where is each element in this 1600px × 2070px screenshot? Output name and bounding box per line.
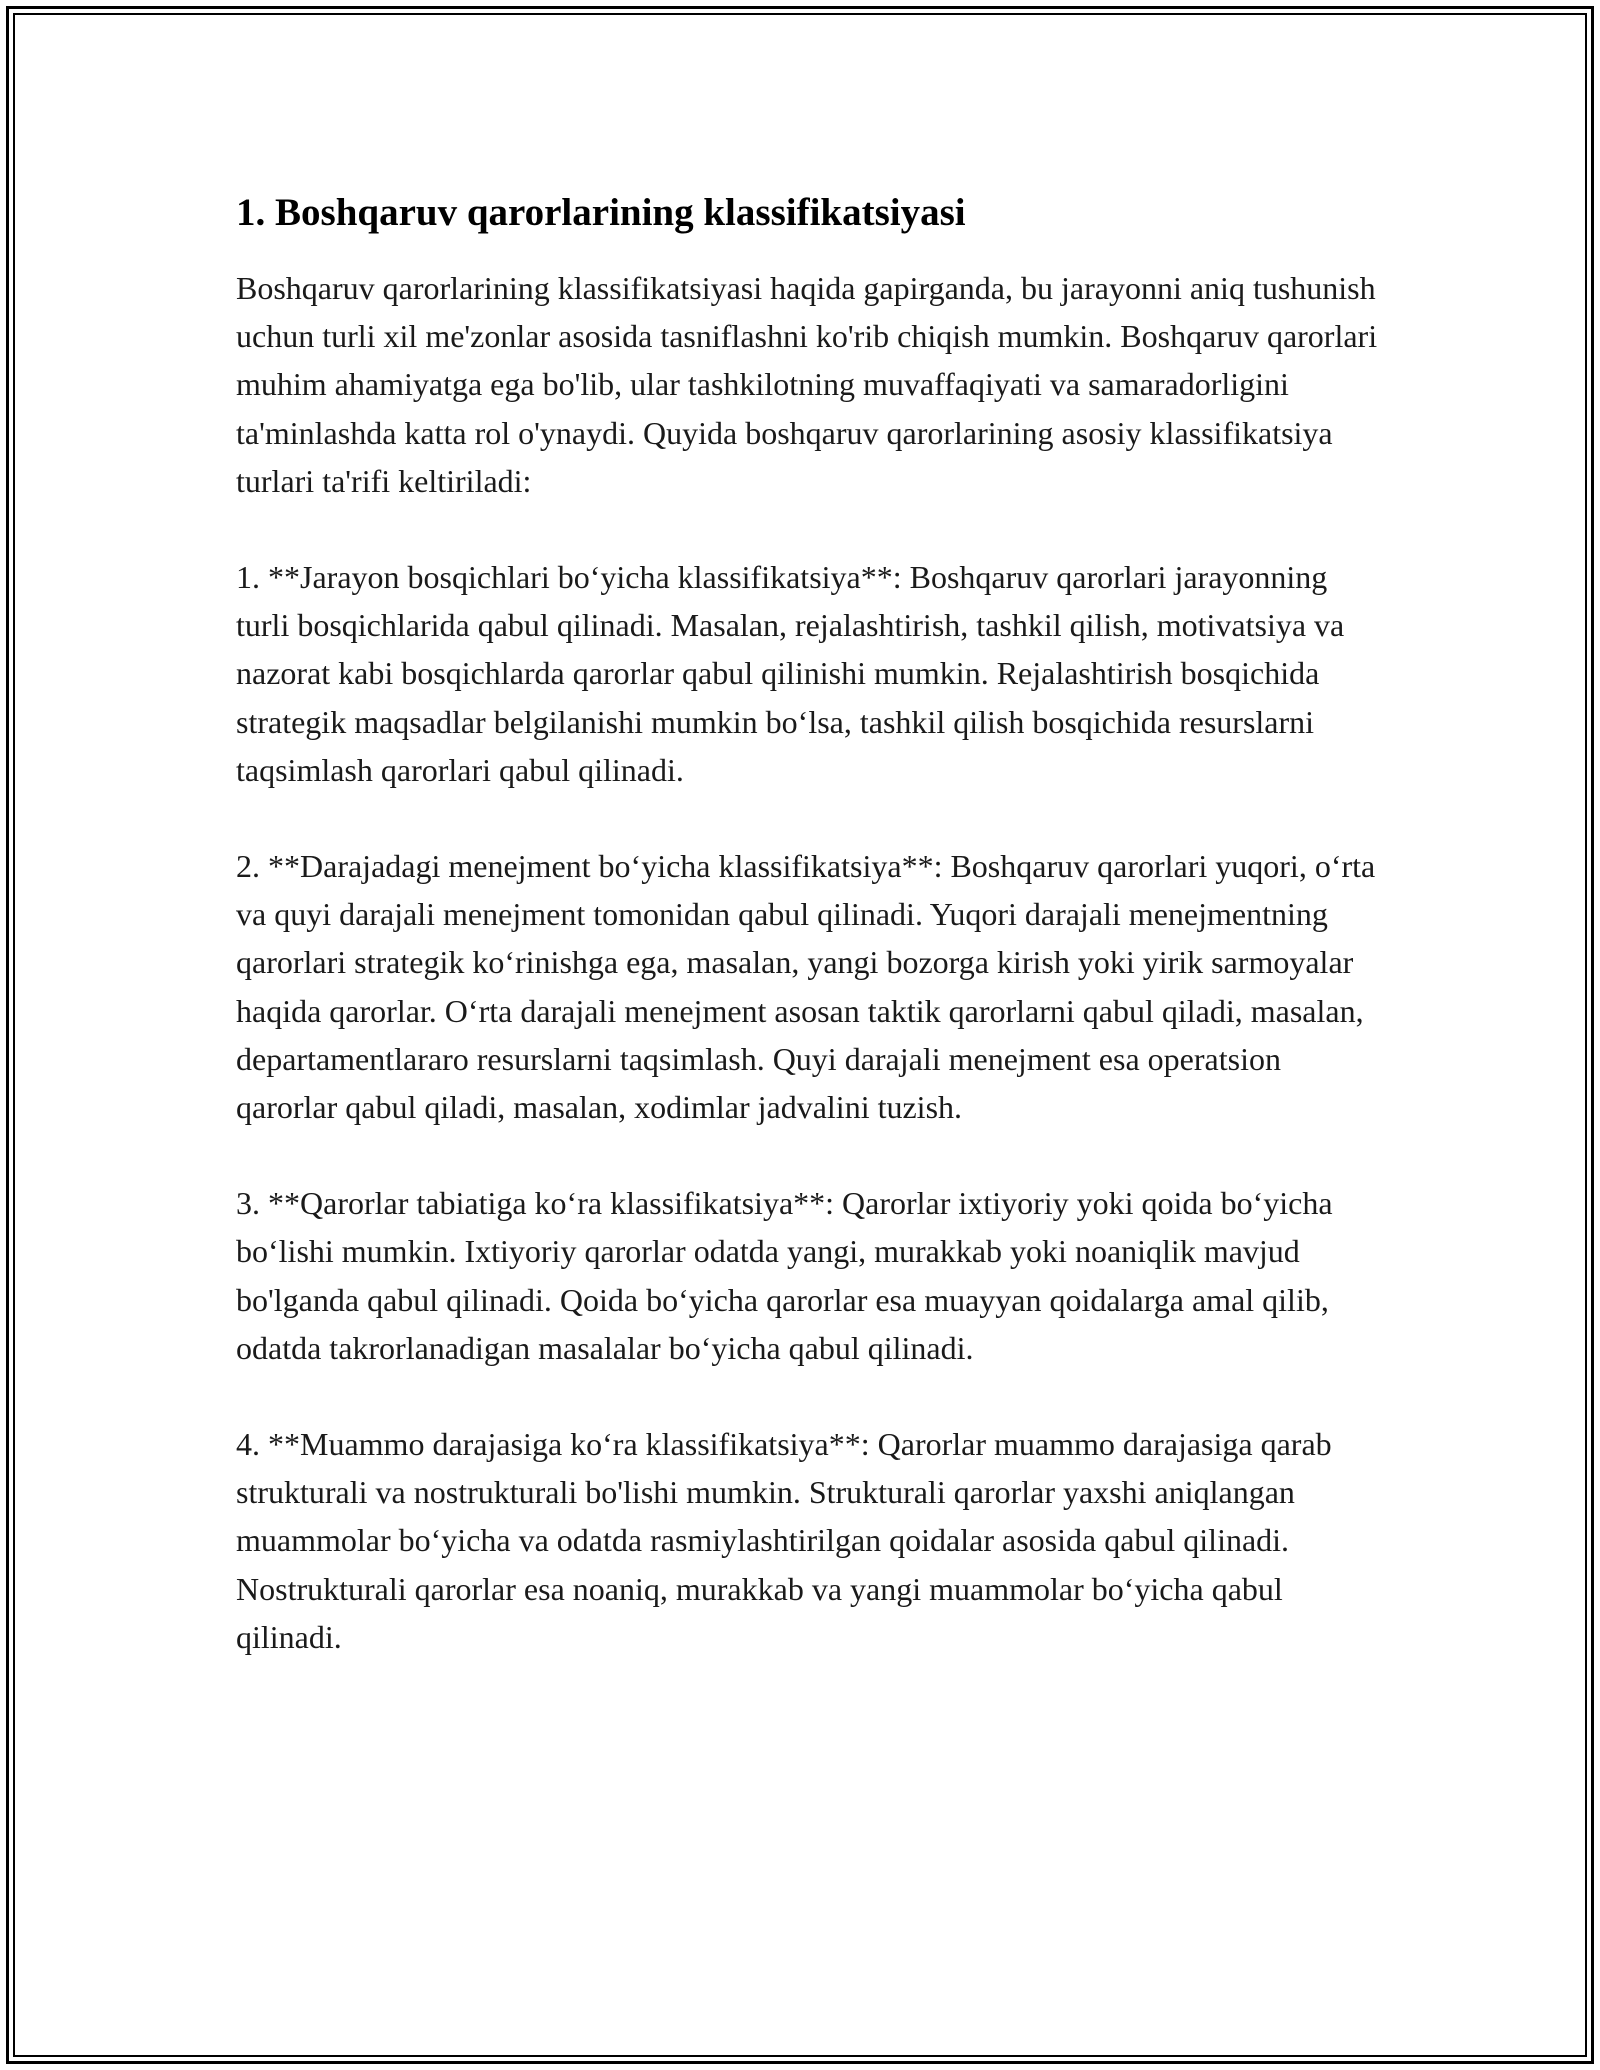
list-item-2-paragraph: 2. **Darajadagi menejment boʻyicha klassifikatsiya**: Boshqaruv qarorlari yuqori, oʻrta va quyi darajali menejment tomonidan qabul qilinadi. Yuqori darajali menejmentning qarorlari strategik koʻrinishga ega, masalan, yangi bozorga kirish yoki yirik sarmoyalar haqida qarorlar. Oʻrta darajali menejment asosan taktik qarorlarni qabul qiladi, masalan, departamentlararo resurslarni taqsimlash. Quyi darajali menejment esa operatsion qarorlar qabul qiladi, masalan, xodimlar jadvalini tuzish. <box>236 848 1376 1126</box>
list-item-4-paragraph: 4. **Muammo darajasiga koʻra klassifikatsiya**: Qarorlar muammo darajasiga qarab strukturali va nostrukturali bo'lishi mumkin. Strukturali qarorlar yaxshi aniqlangan muammolar boʻyicha va odatda rasmiylashtirilgan qoidalar asosida qabul qilinadi. Nostrukturali qarorlar esa noaniq, murakkab va yangi muammolar boʻyicha qabul qilinadi. <box>236 1426 1332 1655</box>
list-item-1-paragraph: 1. **Jarayon bosqichlari boʻyicha klassifikatsiya**: Boshqaruv qarorlari jarayonning turli bosqichlarida qabul qilinadi. Masalan, rejalashtirish, tashkil qilish, motivatsiya va nazorat kabi bosqichlarda qarorlar qabul qilinishi mumkin. Rejalashtirish bosqichida strategik maqsadlar belgilanishi mumkin boʻlsa, tashkil qilish bosqichida resurslarni taqsimlash qarorlari qabul qilinadi. <box>236 559 1345 788</box>
page-title: 1. Boshqaruv qarorlarining klassifikatsiyasi <box>236 191 966 234</box>
intro-paragraph: Boshqaruv qarorlarining klassifikatsiyasi haqida gapirganda, bu jarayonni aniq tushunish uchun turli xil me'zonlar asosida tasniflashni ko'rib chiqish mumkin. Boshqaruv qarorlari muhim ahamiyatga ega bo'lib, ular tashkilotning muvaffaqiyati va samaradorligini ta'minlashda katta rol o'ynaydi. Quyida boshqaruv qarorlarining asosiy klassifikatsiya turlari ta'rifi keltiriladi: <box>236 270 1378 499</box>
list-item-3-paragraph: 3. **Qarorlar tabiatiga koʻra klassifikatsiya**: Qarorlar ixtiyoriy yoki qoida boʻyicha boʻlishi mumkin. Ixtiyoriy qarorlar odatda yangi, murakkab yoki noaniqlik mavjud bo'lganda qabul qilinadi. Qoida boʻyicha qarorlar esa muayyan qoidalarga amal qilib, odatda takrorlanadigan masalalar boʻyicha qabul qilinadi. <box>236 1185 1333 1366</box>
document-body <box>236 186 1386 1661</box>
